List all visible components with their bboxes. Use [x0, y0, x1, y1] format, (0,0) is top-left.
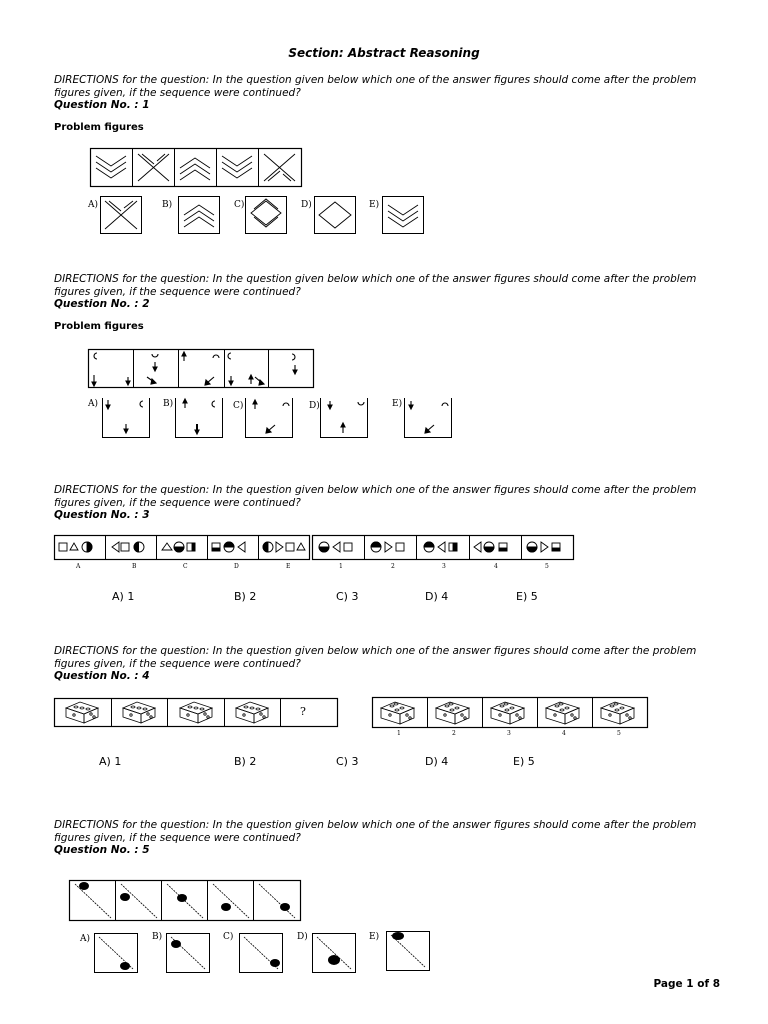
q1-answer-b[interactable]: [178, 196, 220, 234]
q5-directions: DIRECTIONS for the question: In the question given below which one of the answer figures should come after the problem figures given, if the sequence were continued?: [54, 819, 697, 844]
q3-label-c: C: [183, 563, 188, 570]
q2-answer-e[interactable]: [404, 398, 452, 438]
q3-option-b[interactable]: B) 2: [234, 590, 257, 603]
q3-option-d[interactable]: D) 4: [425, 590, 449, 603]
q3-option-c[interactable]: C) 3: [336, 590, 359, 603]
q5-number: Question No. : 5: [54, 844, 150, 856]
q3-problem-figures: [54, 535, 310, 561]
q5-answer-label-a: A): [80, 934, 91, 944]
q3-label-b: B: [132, 563, 137, 570]
q5-answer-label-b: B): [152, 932, 163, 942]
q3-label-4: 4: [494, 563, 498, 570]
q4-label-4: 4: [562, 730, 566, 737]
q2-directions: DIRECTIONS for the question: In the question given below which one of the answer figures should come after the problem figures given, if the sequence were continued?: [54, 273, 697, 298]
q1-directions: DIRECTIONS for the question: In the question given below which one of the answer figures should come after the problem figures given, if the sequence were continued?: [54, 74, 697, 99]
q3-label-3: 3: [442, 563, 446, 570]
section-title: Section: Abstract Reasoning: [288, 46, 480, 60]
q2-answer-label-c: C): [233, 401, 244, 411]
q3-label-e: E: [286, 563, 291, 570]
q2-answer-b[interactable]: [175, 398, 223, 438]
q5-answer-d[interactable]: [312, 933, 356, 973]
q4-option-a[interactable]: A) 1: [99, 755, 122, 768]
q4-number: Question No. : 4: [54, 670, 150, 682]
q2-answer-label-b: B): [163, 399, 174, 409]
q4-problem-figures: [54, 698, 338, 728]
q5-answer-a[interactable]: [94, 933, 138, 973]
q2-number: Question No. : 2: [54, 298, 150, 310]
q4-option-c[interactable]: C) 3: [336, 755, 359, 768]
q2-answer-a[interactable]: [102, 398, 150, 438]
q1-answer-d[interactable]: [314, 196, 356, 234]
q3-label-5: 5: [545, 563, 549, 570]
q3-label-d: D: [234, 563, 239, 570]
q1-answer-e[interactable]: [382, 196, 424, 234]
q5-answer-b[interactable]: [166, 933, 210, 973]
q1-answer-label-c: C): [234, 200, 245, 210]
q3-label-2: 2: [391, 563, 395, 570]
q5-answer-label-e: E): [369, 932, 380, 942]
q4-option-e[interactable]: E) 5: [513, 755, 535, 768]
q4-answer-figures: [372, 697, 648, 729]
q2-answer-c[interactable]: [245, 398, 293, 438]
q1-problem-figures: [90, 148, 302, 188]
q2-problem-figures: [88, 349, 314, 389]
q5-answer-label-d: D): [297, 932, 308, 942]
q1-answer-label-a: A): [88, 200, 99, 210]
q2-problem-label: Problem figures: [54, 321, 144, 332]
q1-number: Question No. : 1: [54, 99, 150, 111]
q4-option-b[interactable]: B) 2: [234, 755, 257, 768]
q4-label-2: 2: [452, 730, 456, 737]
q2-answer-label-d: D): [309, 401, 320, 411]
q3-option-a[interactable]: A) 1: [112, 590, 135, 603]
q3-option-e[interactable]: E) 5: [516, 590, 538, 603]
q4-directions: DIRECTIONS for the question: In the question given below which one of the answer figures should come after the problem figures given, if the sequence were continued?: [54, 645, 697, 670]
q4-label-5: 5: [617, 730, 621, 737]
q4-label-3: 3: [507, 730, 511, 737]
q1-answer-c[interactable]: [245, 196, 287, 234]
q1-answer-a[interactable]: [100, 196, 142, 234]
q3-label-a: A: [76, 563, 81, 570]
q4-option-d[interactable]: D) 4: [425, 755, 449, 768]
page-number: Page 1 of 8: [653, 978, 720, 990]
q3-directions: DIRECTIONS for the question: In the question given below which one of the answer figures should come after the problem figures given, if the sequence were continued?: [54, 484, 697, 509]
q1-answer-label-b: B): [162, 200, 173, 210]
q5-answer-label-c: C): [223, 932, 234, 942]
q5-problem-figures: [69, 880, 301, 922]
q4-question-mark: ?: [300, 705, 306, 718]
q2-answer-label-e: E): [392, 399, 403, 409]
q1-answer-label-d: D): [301, 200, 312, 210]
q3-label-1: 1: [339, 563, 343, 570]
q1-problem-label: Problem figures: [54, 122, 144, 133]
q4-label-1: 1: [397, 730, 401, 737]
q2-answer-label-a: A): [88, 399, 99, 409]
q5-answer-e[interactable]: [386, 931, 430, 971]
q3-answer-figures: [312, 535, 574, 561]
q5-answer-c[interactable]: [239, 933, 283, 973]
q2-answer-d[interactable]: [320, 398, 368, 438]
q1-answer-label-e: E): [369, 200, 380, 210]
q3-number: Question No. : 3: [54, 509, 150, 521]
